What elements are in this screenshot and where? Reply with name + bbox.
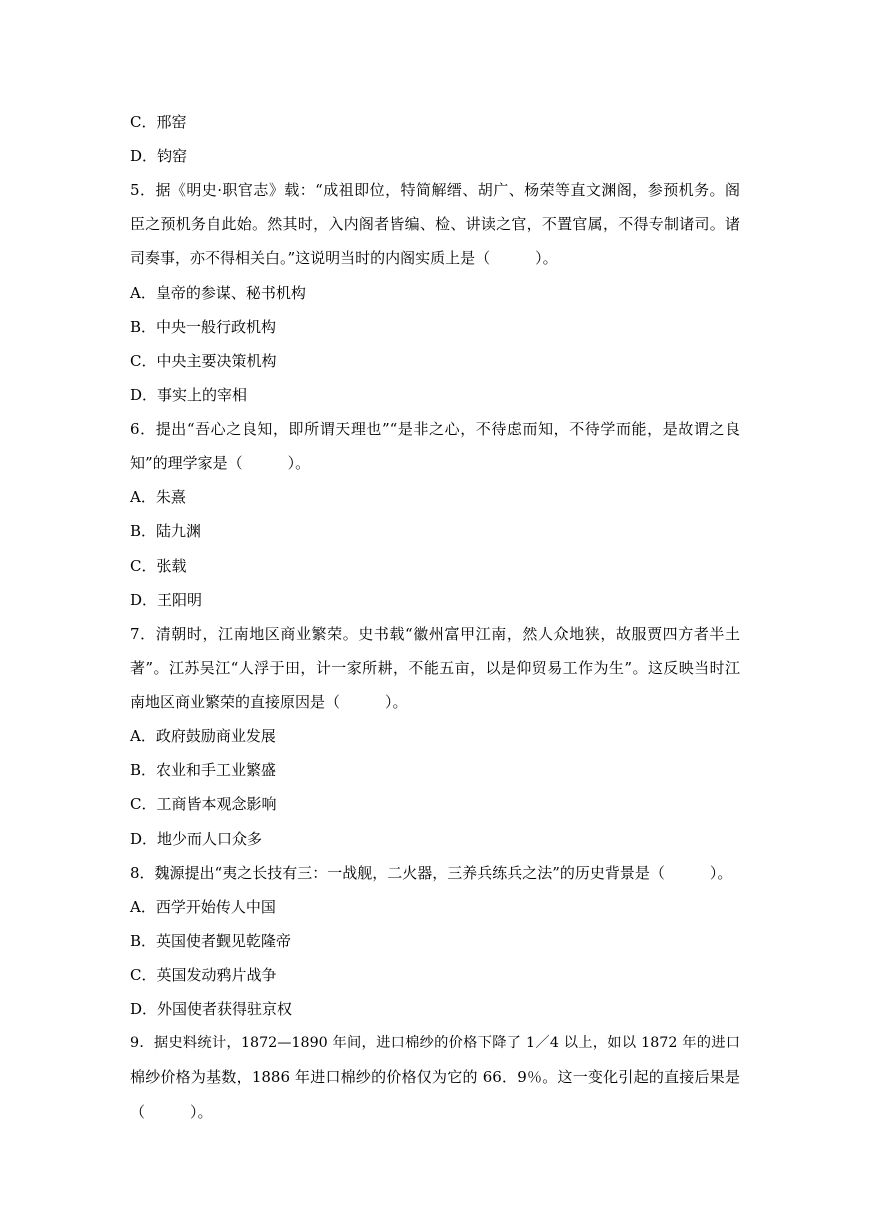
q6-stem-line-1: 6．提出“吾心之良知，即所谓天理也”“是非之心，不待虑而知，不待学而能，是故谓之良 [130, 420, 740, 438]
q6-option-a: A．朱熹 [130, 488, 186, 506]
q5-option-c: C．中央主要决策机构 [130, 352, 277, 370]
q8-stem-line-1: 8．魏源提出“夷之长技有三：一战舰，二火器，三养兵练兵之法”的历史背景是（ ）。 [130, 864, 733, 882]
q5-option-d: D．事实上的宰相 [130, 386, 248, 404]
q8-option-c: C．英国发动鸦片战争 [130, 966, 277, 984]
q6-option-c: C．张载 [130, 557, 187, 575]
q5-option-b: B．中央一般行政机构 [130, 318, 277, 336]
q7-option-d: D．地少而人口众多 [130, 830, 263, 848]
q9-stem-line-2: 棉纱价格为基数，1886 年进口棉纱的价格仅为它的 66．9％。这一变化引起的直接后果是 [130, 1068, 740, 1086]
q4-option-d: D．钧窑 [130, 147, 188, 165]
q5-stem-line-3: 司奏事，亦不得相关白。”这说明当时的内阁实质上是（ ）。 [130, 249, 558, 267]
q4-option-c: C．邢窑 [130, 113, 187, 131]
q7-stem-line-1: 7．清朝时，江南地区商业繁荣。史书载“徽州富甲江南，然人众地狭，故服贾四方者半土 [130, 625, 740, 643]
q7-stem-line-2: 著”。江苏吴江“人浮于田，计一家所耕，不能五亩，以是仰贸易工作为生”。这反映当时江 [130, 659, 740, 677]
q6-option-b: B．陆九渊 [130, 522, 202, 540]
q7-option-a: A．政府鼓励商业发展 [130, 727, 276, 745]
q5-option-a: A．皇帝的参谋、秘书机构 [130, 284, 306, 302]
q8-option-d: D．外国使者获得驻京权 [130, 1000, 293, 1018]
q8-option-a: A．西学开始传人中国 [130, 898, 276, 916]
q5-stem-line-2: 臣之预机务自此始。然其时，入内阁者皆编、检、讲读之官，不置官属，不得专制诸司。诸 [130, 215, 740, 233]
q5-stem-line-1: 5．据《明史·职官志》载：“成祖即位，特简解缙、胡广、杨荣等直文渊阁，参预机务。阁 [130, 181, 740, 199]
q7-option-b: B．农业和手工业繁盛 [130, 761, 277, 779]
q8-option-b: B．英国使者觐见乾隆帝 [130, 932, 292, 950]
q9-stem-line-1: 9．据史料统计，1872—1890 年间，进口棉纱的价格下降了 1／4 以上，如以 1872 年的进口 [130, 1035, 740, 1051]
q6-stem-line-2: 知”的理学家是（ ）。 [130, 454, 311, 472]
q7-option-c: C．工商皆本观念影响 [130, 795, 277, 813]
q9-stem-line-3: （ ）。 [130, 1103, 213, 1121]
q7-stem-line-3: 南地区商业繁荣的直接原因是（ ）。 [130, 693, 408, 711]
q6-option-d: D．王阳明 [130, 591, 203, 609]
